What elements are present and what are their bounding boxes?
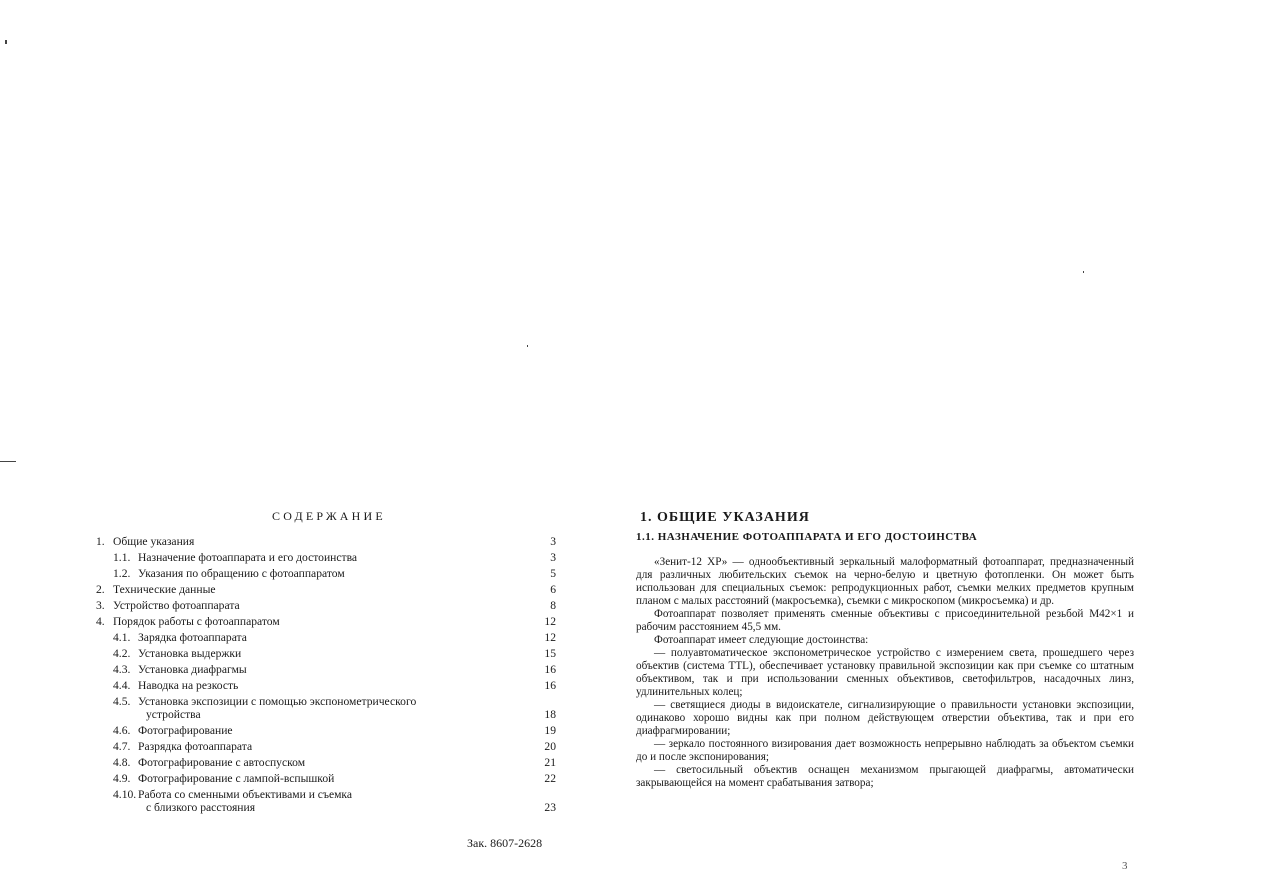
toc-entry-label: Фотографирование с лампой-вспышкой bbox=[138, 772, 335, 785]
toc-title: СОДЕРЖАНИЕ bbox=[272, 509, 386, 523]
toc-entry-number: 1. bbox=[96, 535, 105, 548]
scan-mark bbox=[0, 461, 16, 462]
paragraph: «Зенит-12 ХР» — однообъективный зеркальный малоформатный фотоаппарат, предназначенный для различных любительских съемок на черно-белую и цветную фотопленки. Он может быть использован для специальных съемок: репродукционных работ, съемки мелких предметов крупным планом с малых расстояний (макросъемка), съемки с микроскопом (микросъемка) и др. bbox=[636, 556, 1134, 607]
page-number: 3 bbox=[1122, 860, 1128, 872]
toc-entry-label: Порядок работы с фотоаппаратом bbox=[113, 615, 280, 628]
toc-leader-dots bbox=[257, 633, 528, 643]
toc-entry-page: 15 bbox=[544, 647, 556, 660]
toc-entry bbox=[96, 723, 556, 738]
toc-entry-page: 19 bbox=[544, 724, 556, 737]
scan-mark bbox=[5, 40, 7, 44]
toc-entry-label: Назначение фотоаппарата и его достоинства bbox=[138, 551, 358, 564]
toc-entry bbox=[96, 582, 556, 597]
toc-entry-page: 8 bbox=[550, 599, 556, 612]
toc-leader-dots bbox=[344, 774, 528, 784]
scan-mark bbox=[1083, 271, 1084, 273]
toc-entry-number: 4. bbox=[96, 615, 105, 628]
toc-entry-number: 4.6. bbox=[113, 724, 131, 737]
toc-entry-label: Технические данные bbox=[113, 583, 216, 596]
paragraph: — полуавтоматическое экспонометрическое устройство с измерением света, прошедшего через объектив (система TTL), обеспечивает установку правильной экспозиции как при съемке со штатным объективом, так и при использовании сменных объективов, светофильтров, насадочных линз, удлинительных колец; bbox=[636, 647, 1134, 698]
body-text bbox=[636, 556, 1134, 790]
toc-entry-page: 18 bbox=[544, 708, 556, 721]
toc-entry-number: 4.9. bbox=[113, 772, 131, 785]
toc-entry-number: 1.2. bbox=[113, 567, 131, 580]
toc-entry bbox=[96, 550, 556, 565]
toc-entry-page: 16 bbox=[544, 679, 556, 692]
toc-entry-page: 23 bbox=[544, 801, 556, 814]
toc-leader-dots bbox=[248, 681, 528, 691]
toc-entry-label: Устройство фотоаппарата bbox=[113, 599, 240, 612]
toc-entry-page: 12 bbox=[544, 631, 556, 644]
paragraph: Фотоаппарат имеет следующие достоинства: bbox=[654, 634, 869, 646]
toc-entry bbox=[96, 630, 556, 645]
paragraph: — светящиеся диоды в видоискателе, сигнализирующие о правильности установки экспозиции, одинаково хорошо видны как при полном действующем отверстии объектива, так и при его диафрагмировании; bbox=[636, 699, 1134, 737]
toc-leader-dots bbox=[290, 617, 528, 627]
toc-leader-dots bbox=[367, 553, 528, 563]
toc-entry-page: 5 bbox=[550, 567, 556, 580]
toc-entry bbox=[96, 598, 556, 613]
toc-entry-label: Фотографирование с автоспуском bbox=[138, 756, 306, 769]
toc-leader-dots bbox=[355, 569, 528, 579]
toc-leader-dots bbox=[315, 758, 528, 768]
toc-leader-dots bbox=[257, 665, 528, 675]
toc-entry-label: Наводка на резкость bbox=[138, 679, 239, 692]
toc-entry-label: Работа со сменными объективами и съемка bbox=[138, 788, 353, 801]
toc-entry-label: Указания по обращению с фотоаппаратом bbox=[138, 567, 345, 580]
subsection-title: 1.1. НАЗНАЧЕНИЕ ФОТОАППАРАТА И ЕГО ДОСТОИНСТВА bbox=[636, 531, 978, 543]
toc-entry-continuation bbox=[96, 707, 556, 722]
toc-entry-label: Установка диафрагмы bbox=[138, 663, 247, 676]
toc-entry-number: 4.1. bbox=[113, 631, 131, 644]
toc-entry-label: Зарядка фотоаппарата bbox=[138, 631, 247, 644]
toc-entry-label: Установка выдержки bbox=[138, 647, 242, 660]
toc-entry-page: 3 bbox=[550, 535, 556, 548]
toc-entry bbox=[96, 566, 556, 581]
toc-entry-label: Установка экспозиции с помощью экспонометрического bbox=[138, 695, 417, 708]
toc-entry-page: 6 bbox=[550, 583, 556, 596]
toc-entry-label: Фотографирование bbox=[138, 724, 233, 737]
toc-entry-continuation bbox=[96, 800, 556, 815]
toc-entry-number: 2. bbox=[96, 583, 105, 596]
toc-entry bbox=[96, 534, 556, 549]
toc-entry-page: 12 bbox=[544, 615, 556, 628]
toc-leader-dots bbox=[243, 726, 528, 736]
scan-mark bbox=[527, 345, 528, 347]
toc-entry-page: 22 bbox=[544, 772, 556, 785]
toc-entry bbox=[96, 646, 556, 661]
order-number: Зак. 8607-2628 bbox=[467, 836, 543, 850]
toc-entry bbox=[96, 614, 556, 629]
toc-entry bbox=[96, 739, 556, 754]
toc-leader-dots bbox=[262, 742, 528, 752]
toc-leader-dots bbox=[204, 537, 528, 547]
toc-entry-number: 1.1. bbox=[113, 551, 131, 564]
toc-entry bbox=[96, 771, 556, 786]
toc-entry-number: 4.2. bbox=[113, 647, 131, 660]
toc-entry-page: 21 bbox=[544, 756, 556, 769]
toc-entry-label: Разрядка фотоаппарата bbox=[138, 740, 253, 753]
toc-leader-dots bbox=[265, 803, 528, 813]
toc-entry-number: 4.3. bbox=[113, 663, 131, 676]
toc-entry-page: 3 bbox=[550, 551, 556, 564]
toc-entry bbox=[96, 755, 556, 770]
toc-entry-number: 4.10. bbox=[113, 788, 137, 801]
paragraph: Фотоаппарат позволяет применять сменные объективы с присоединительной резьбой М42×1 и рабочим расстоянием 45,5 мм. bbox=[636, 608, 1134, 633]
toc-leader-dots bbox=[251, 649, 528, 659]
toc-entry-number: 4.8. bbox=[113, 756, 131, 769]
toc-entry-page: 16 bbox=[544, 663, 556, 676]
toc-entry-label: Общие указания bbox=[113, 535, 195, 548]
toc-entry-label-continuation: с близкого расстояния bbox=[146, 801, 256, 814]
toc-entry-number: 3. bbox=[96, 599, 105, 612]
section-title: 1. ОБЩИЕ УКАЗАНИЯ bbox=[640, 510, 810, 525]
toc-leader-dots bbox=[250, 601, 528, 611]
toc-leader-dots bbox=[226, 585, 528, 595]
toc-entry-number: 4.7. bbox=[113, 740, 131, 753]
toc-leader-dots bbox=[211, 710, 528, 720]
toc-entry-number: 4.4. bbox=[113, 679, 131, 692]
toc-entry-page: 20 bbox=[544, 740, 556, 753]
toc-entry-number: 4.5. bbox=[113, 695, 131, 708]
toc-entry bbox=[96, 678, 556, 693]
toc-entry-label-continuation: устройства bbox=[146, 708, 201, 721]
toc-entry bbox=[96, 662, 556, 677]
paragraph: — светосильный объектив оснащен механизмом прыгающей диафрагмы, автоматически закрывающейся на момент срабатывания затвора; bbox=[636, 764, 1134, 789]
paragraph: — зеркало постоянного визирования дает возможность непрерывно наблюдать за объектом съемки до и после экспонирования; bbox=[636, 738, 1134, 763]
